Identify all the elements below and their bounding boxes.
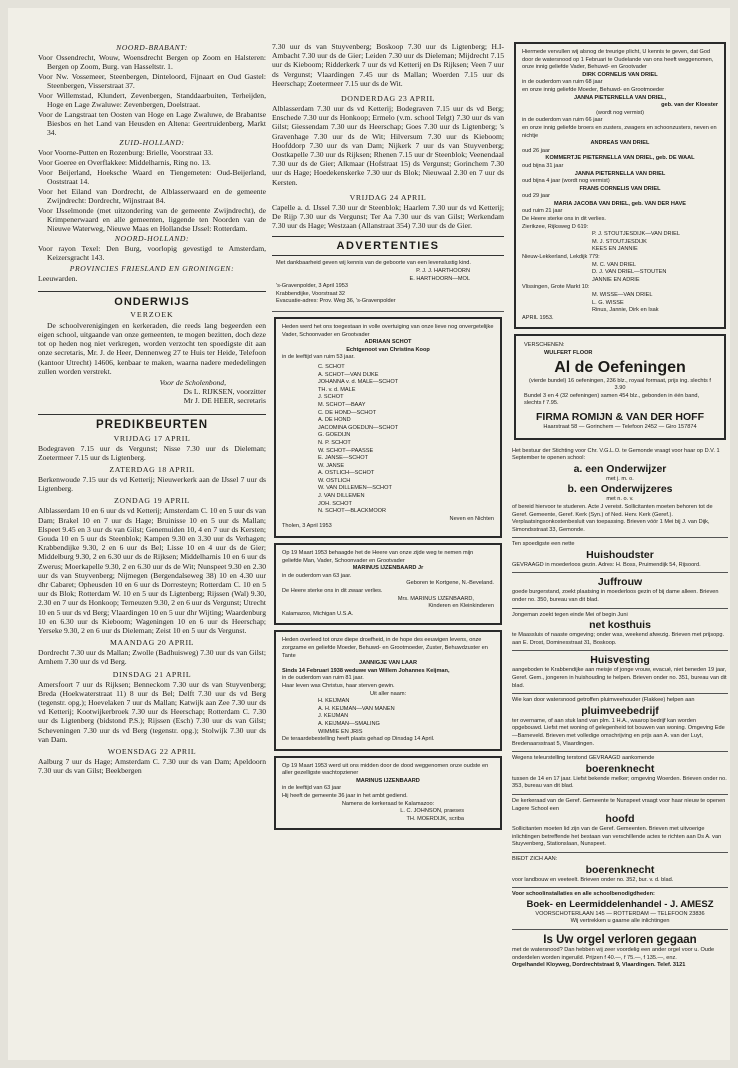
list-item: JACOMINA GOEDIJN—SCHOT: [318, 424, 399, 431]
kids-line: Kinderen en Kleinkinderen: [428, 603, 494, 610]
list-item: A. H. KEIJMAN—VAN MANEN: [318, 705, 395, 712]
birth-place: 's-Gravenpolder, 3 April 1953: [276, 283, 348, 290]
publisher-name: FIRMA ROMIJN & VAN DER HOFF: [536, 410, 704, 423]
deceased-name: FRANS CORNELIS VAN DRIEL: [579, 185, 661, 192]
list-item: J. VAN DILLEMEN: [318, 493, 365, 500]
day-heading: MAANDAG 20 APRIL: [109, 638, 195, 648]
notice-text: De Heere sterke ons in dit zwaar verlies.: [282, 588, 383, 595]
relatives-line: Neven en Nichten: [449, 515, 494, 522]
ad-head: Ten spoedigste een nette: [512, 541, 575, 548]
ad-text: met de watersnood? Dan hebben wij zeer voordelig een ander orgel voor u. Oude onderdelen worden ingeruild. Prijzen f 40.—, f 75.—, f 135.—, enz.: [512, 946, 715, 961]
book-title: Al de Oefeningen: [554, 358, 686, 376]
burial-line: De teraardebestelling heeft plaats gehad op Dinsdag 14 April.: [282, 736, 435, 743]
list-item: Voor Nw. Vossemeer, Steenbergen, Dinteloord, Fijnaart en Oud Gastel: Steenbergen, Visserstraat 37.: [38, 71, 266, 91]
teacher-vacancy: [512, 445, 728, 539]
signature-line: Mr J. DE HEER, secretaris: [183, 396, 266, 406]
list-item: L. G. WISSE: [592, 299, 624, 306]
book-edition: (vierde bundel) 16 oefeningen, 236 blz., royaal formaat, prijs ing. slechts f 3.90: [529, 377, 711, 392]
nee-line: geb. van der Kloester: [661, 102, 718, 109]
parent-name: E. HARTHOORN—MOL: [409, 275, 470, 282]
list-item: N. P. SCHOT: [318, 439, 351, 446]
notice-intro: Op 19 Maart 1953 werd uit ons midden door de dood weggenomen onze oudste en aller gezelligste wachtopziener: [282, 762, 489, 777]
list-item: C. SCHOT: [318, 363, 345, 370]
deceased-name: ADRIAAN SCHOT: [364, 339, 412, 346]
day-text: Alblasserdam 7.30 uur ds vd Ketterij; Bodegraven 7.15 uur ds vd Berg; Enschede 7.30 uur ds Honkoop; Ermelo (v.m. school Telgt) 7.30 uur ds van Gilst; Giessendam 7.30 uur ds Heerschap; Goes 7.30 uur ds Ligtenberg; 's Gravenhage 7.30 uur ds de Wit; Hilversum 7.30 uur ds Kieboom; Hoofddorp 7.30 uur ds van Dam; Nijkerk 7 uur ds van Stuyvenberg; Oostkapelle 7.30 uur ds Rijksen; Rhenen 7.15 uur dr Steenblok; Veenendaal 7.30 uur ds de Gier; Alkmaar (Hofstraat 15) ds Vergunst; Gorinchem 7.30 uur ds Hage; Hoedekenskerke 7.30 uur ds Blok; Nieuwaal 2.30 en 7 uur ds Kersten.: [272, 104, 504, 187]
section-title: ONDERWIJS: [38, 291, 266, 308]
deceased-name: JANNA PIETERNELLA VAN DRIEL: [574, 170, 666, 177]
list-item: Voor Beijerland, Hoeksche Waard en Tiengemeten: Oud-Beijerland, Ooststraat 14.: [38, 167, 266, 186]
column-left: [38, 42, 266, 775]
missing-line: (wordt nog vermist): [596, 109, 644, 116]
from-line: Uit aller naam:: [369, 690, 407, 697]
birth-text: Met dankbaarheid geven wij kennis van de geboorte van een levenslustig kind.: [276, 260, 471, 267]
classified-ad: [512, 651, 728, 694]
list-item: JOHANNA v. d. MALE—SCHOT: [318, 379, 399, 386]
deceased-name: ANDREAS VAN DRIEL: [590, 140, 650, 147]
ad-text: te Maassluis of naaste omgeving; onder was, weekend afwezig. Brieven met prijsopg. aan E. Drost, Dominesstraat 31, Boskoop.: [512, 632, 725, 646]
list-item: A. DE HOND: [318, 417, 351, 424]
place-line: Vlissingen, Grote Markt 10:: [522, 284, 590, 291]
list-item: D. J. VAN DRIEL—STOUTEN: [592, 269, 667, 276]
list-item: Voor Willemstad, Klundert, Zevenbergen, Standdaarbuiten, Terheijden, Hoge en Lage Zwaluwe: Zevenbergen, Doelstraat.: [38, 90, 266, 110]
age-line: in de ouderdom van 63 jaar.: [282, 572, 352, 579]
ad-head: BIEDT ZICH AAN:: [512, 855, 558, 862]
ad-title: Boek- en Leermiddelenhandel - J. AMESZ: [526, 898, 714, 910]
newspaper-page: [8, 8, 730, 1060]
day-heading: ZONDAG 19 APRIL: [114, 496, 190, 506]
notice-text: De Heere sterke ons in dit verlies.: [522, 216, 606, 223]
age-line: in de ouderdom van ruim 68 jaar: [522, 79, 603, 86]
age-line: oud bijna 4 jaar (wordt nog vermist): [522, 178, 610, 185]
list-item: M. C. VAN DRIEL: [592, 261, 637, 268]
article-body: [38, 321, 266, 376]
evacuation-address: Evacuatie-adres: Prov. Weg 36, 's-Gravenpolder: [276, 298, 396, 305]
birth-announcement: [272, 260, 504, 312]
classified-ad: [512, 853, 728, 888]
list-item: J. KEIJMAN: [318, 713, 349, 720]
place-line: Zierikzee, Rijksweg D 619:: [522, 223, 589, 230]
list-item: W. OSTLICH: [318, 477, 351, 484]
vacancy-intro: Het bestuur der Stichting voor Chr. V.G.L.O. te Gemonde vraagt voor haar op D.V. 1 September te openen school:: [512, 447, 720, 462]
list-item: Voor de Langstraat ten Oosten van Hoge en Lage Zwaluwe, de Brabantse Biesbos en het Land van Heusden en Altena: Geertruidenberg, Markt 34.: [38, 109, 266, 138]
list-item: Leeuwarden.: [38, 273, 78, 283]
vacancy-sub: met n. o. v.: [606, 496, 634, 503]
relatives-list: [522, 262, 718, 285]
signatory: L. C. JOHNSON, praeses: [400, 808, 464, 815]
ad-text: ter overname, of aan stuk land van plm. 1 H.A., waarop bedrijf kan worden opgebouwd. Liefst met woning of gelegenheid tot bouwen van woning. Omgeving Ede—Barneveld. Brieven met volledige omschrijving en prijs aan A. van der Luyt, Bredenaarsstraat 5, Vlaardingen.: [512, 717, 725, 747]
region-heading: NOORD-HOLLAND:: [114, 234, 190, 244]
day-text: 7.30 uur ds van Stuyvenberg; Boskoop 7.30 uur ds Ligtenberg; H.I-Ambacht 7.30 uur ds de Gier; Leiden 7.30 uur ds Dieleman; Mijdrecht 7.15 uur ds Kieboom; Ridderkerk 7 uur ds vd Ketterij en Ds Rijksen; Veen 7 uur ds Vergunst; Vlaardingen 7.45 uur ds Mallan; Woerden 7.15 uur ds Heerschap; Zoetermeer 7.15 uur ds de Wit.: [272, 42, 504, 88]
vacancy-text: of bereid hiervoor te studeren. Acte J vereist. Sollicitanten moeten behoren tot de Geref. Gemeente, Geref. Kerk (Syn.) of Ned. Herv. Kerk (Geref.). Verplaatsingsonkostenbesluit van toepassing. Brieven vóór 1 Mei bij J. van Dijk, Simondsstraat 33, Gemonde.: [512, 503, 713, 533]
day-text: Alblasserdam 10 en 6 uur ds vd Ketterij; Amsterdam C. 10 en 5 uur ds van Dam; Brakel 10 en 7 uur ds Hage; Bruinisse 10 en 5 uur ds Mallan; Elspeet 9.45 en 3 uur ds van Gilst; Genemuiden 10, 4 en 7 uur ds Kersten; Gouda 10 en 5 uur ds Steenblok; Kampen 9.30 en 3.30 uur ds Verhagen; Krabbendijke 9.30, 2 en 6 uur ds Bel; Lisse 10 en 4 uur ds de Gier; Middelburg 9.30, 2 en 6.30 uur ds de Rijksen; Middelharnis 10 en 6 uur ds Zwerus; Moerkapelle 9.30, 2 en 6.30 uur ds de Wit; Nunspeet 9.30 en 2.30 uur ds van Stuyvenberg; Nijmegen (Bergendalseweg 38) 10 en 4.30 uur dhr Cabaret; Opheusden 10 en 6 uur ds Dorresteyn; Rotterdam C. 10 en 5 uur ds Blok; Rotterdam W. 10 en 5 uur ds Ligtenberg; Rijssen (Wal) 9.30, 2.30 en 7 uur ds Honkoop; Terneuzen 9.30, 2 en 6 uur ds Vergunst; Utrecht 10 en 5 uur ds vd Berg; Vlaardingen 10 en 5 uur dhr Wijting; Waardenburg 10 en 6.30 uur ds Kieboom; Wageningen 10 en 6 uur ds Heerschap; Yerseke 9.30, 2 en 6 uur ds Dieleman; Zeist 10 en 5 uur ds Vergunst.: [38, 506, 266, 636]
ad-head: Wie kan door watersnood getroffen pluimveehouder (Flakkee) helpen aan: [512, 697, 695, 704]
widow-name: Mrs. MARINUS IJZENBAARD,: [397, 595, 474, 602]
ad-title: Huisvesting: [590, 654, 650, 667]
classified-ad: [512, 609, 728, 652]
region-heading: ZUID-HOLLAND:: [119, 138, 185, 148]
day-text: Amersfoort 7 uur ds Rijksen; Benneckom 7.30 uur ds van Stuyvenberg; Breda (Hoekwaterstraat 11) 8 uur ds Bel; Delft 7.30 uur ds vd Berg (tegenstr. opg.); Hoevelaken 7 uur ds Mallan; Katwijk aan Zee 7.30 uur ds vd Ketterij; Kootwijkerbroek 7.30 uur ds Heerschap; Rotterdam C. 7.30 uur ds Ligtenberg (bidstond P.S.); Rijssen (Esch) 7.30 uur ds van Gilst; Scheveningen 7.30 uur ds vd Berg (tegenstr. opg.); Stolwijk 7.30 uur ds van Dam.: [38, 679, 266, 744]
deceased-name: JANNIGJE VAN LAAR: [358, 660, 417, 667]
relatives-list: [282, 698, 494, 736]
list-item: Voor Voorne-Putten en Rozenburg: Brielle, Voorstraat 33.: [38, 148, 214, 158]
age-line: oud ruim 21 jaar: [522, 208, 563, 215]
relatives-list: [282, 364, 494, 516]
date-line: APRIL 1953.: [522, 314, 554, 321]
ad-text: voor landbouw en veeteelt. Brieven onder no. 352, bur. v. d. blad.: [512, 876, 674, 883]
parent-name: P. J. J. HARTHOORN: [416, 268, 470, 275]
day-heading: WOENSDAG 22 APRIL: [107, 747, 197, 757]
age-line: oud 29 jaar: [522, 193, 550, 200]
classified-ad: [512, 752, 728, 795]
ad-head: Wegens teleurstelling terstond GEVRAAGD aankomende: [512, 755, 655, 762]
deceased-name: MARINUS IJZENBAARD Jr: [352, 565, 424, 572]
signatory: TH. MOERDIJK, scriba: [406, 815, 464, 822]
region-list: [38, 53, 266, 137]
age-line: in de ouderdom van ruim 81 jaar.: [282, 675, 364, 682]
book-bundles: Bundel 3 en 4 (32 oefeningen) samen 454 blz., gebonden in één band, slechts f 7.95.: [524, 392, 700, 407]
relatives-list: [522, 231, 718, 254]
day-text: Bodegraven 7.15 uur ds Vergunst; Nisse 7.30 uur ds Dieleman; Zoetermeer 7.15 uur ds Ligtenberg.: [38, 443, 266, 462]
vacancy-title: a. een Onderwijzer: [573, 462, 667, 475]
day-text: Aalburg 7 uur ds Hage; Amsterdam C. 7.30 uur ds van Dam; Apeldoorn 7.30 uur ds van Gilst; Beekbergen: [38, 757, 266, 776]
list-item: G. GOEDIJN: [318, 432, 351, 439]
day-text: Berkenwoude 7.15 uur ds vd Ketterij; Nieuwerkerk aan de IJssel 7 uur ds Ligtenberg.: [38, 475, 266, 494]
list-item: Voor rayon Texel: Den Burg, voorlopig gevestigd te Amsterdam, Keizersgracht 143.: [38, 244, 266, 263]
list-item: J. SCHOT: [318, 394, 344, 401]
notice-place: Kalamazoo, Michigan U.S.A.: [282, 610, 354, 617]
day-text: Dordrecht 7.30 uur ds Mallan; Zwolle (Badhuisweg) 7.30 uur ds van Gilst; Arnhem 7.30 uur ds vd Berg.: [38, 648, 266, 667]
spouse-line: Sinds 14 Februari 1938 weduwe van Willem Johannes Keijman,: [282, 667, 450, 674]
deceased-name: DIRK CORNELIS VAN DRIEL: [582, 71, 658, 78]
age-line: in de leeftijd van ruim 53 jaar.: [282, 354, 355, 361]
deceased-name: JANNA PIETERNELLA VAN DRIEL,: [573, 94, 667, 101]
list-item: Voor het Eiland van Dordrecht, de Alblasserwaard en de gemeente Zwijndrecht: Dordrecht, Wijnstraat 84.: [38, 186, 266, 205]
ad-head: Jongeman zoekt tegen einde Mei of begin Juni: [512, 611, 628, 618]
list-item: P. J. STOUTJESDIJK—VAN DRIEL: [592, 231, 680, 238]
list-item: Rinus, Jannie, Dirk en Isak: [592, 307, 659, 314]
notice-text: Haar leven was Christus, haar sterven gewin.: [282, 682, 395, 689]
vacancy-sub: met j. m. o.: [606, 475, 634, 482]
ad-address: VOORSCHOTERLAAN 145 — ROTTERDAM — TELEFOON 23836: [535, 910, 705, 917]
list-item: A. KEIJMAN—SMALING: [318, 720, 380, 727]
region-list: [38, 148, 266, 233]
death-notice-van-driel: [514, 42, 726, 329]
ad-head: Voor schoolinstallaties en alle schoolbenodigdheden:: [512, 891, 655, 898]
list-item: KEES EN JANNIE: [592, 246, 638, 253]
ad-title: Is Uw orgel verloren gegaan: [543, 933, 697, 946]
list-item: C. DE HOND—SCHOT: [318, 409, 377, 416]
list-item: A. OSTLICH—SCHOT: [318, 470, 375, 477]
death-notice-schot: [274, 317, 502, 538]
age-line: in de ouderdom van ruim 66 jaar: [522, 117, 603, 124]
ad-title: boerenknecht: [585, 762, 655, 775]
death-notice-ijzenbaard: [274, 543, 502, 625]
ad-title: Huishoudster: [586, 548, 654, 561]
list-item: E. JANSE—SCHOT: [318, 455, 369, 462]
article-text: De schoolverenigingen en kerkeraden, die reeds lang begeerden een eigen school, uitgaande van onze gemeenten, te mogen bezitten, doch deze tot op heden nog niet verkregen, worden verzocht ten spoedigste dit aan onze secretaris, Mr. J. de Heer, Dennenweg 27 te Huis ter Heide, Telefoon (kantoor Utrecht) 14606, kenbaar te maken, waarna nadere mededelingen zullen worden verstrekt.: [38, 320, 266, 376]
amesz-advert: [512, 888, 728, 930]
notice-intro: Op 19 Maart 1953 behaagde het de Heere van onze zijde weg te nemen mijn geliefde Man, Vader, Schoonvader en Grootvader: [282, 550, 474, 564]
advertisements-title: ADVERTENTIES: [272, 236, 504, 256]
list-item: W. SCHOT—PAASSE: [318, 447, 374, 454]
section-title: PREDIKBEURTEN: [38, 414, 266, 431]
notice-text: en onze innig geliefde Moeder, Behuwd- en Grootmoeder: [522, 86, 665, 93]
notice-intro: Heden werd het ons toegestaan in volle overtuiging van onze lieve nog onvergetelijke Vader, Schoonvader en Grootvader: [282, 324, 494, 338]
list-item: JOH. SCHOT: [318, 500, 352, 507]
column-middle: [272, 42, 504, 835]
column-right: [512, 42, 728, 973]
region-heading: PROVINCIES FRIESLAND EN GRONINGEN:: [69, 263, 235, 273]
spouse-line: Echtgenoot van Christina Koop: [346, 346, 430, 353]
ad-text: aangeboden te Krabbendijke aan meisje of jonge vrouw, evacué, niet beneden 19 jaar, Geref. Gem., jongeren in huishouding te helpen. Brieven onder no. 351, bureau van dit blad.: [512, 667, 727, 689]
ad-title: pluimveebedrijf: [581, 704, 659, 717]
ad-text: Wij vertrekken u gaarne alle inlichtingen: [570, 918, 670, 925]
notice-place: Tholen, 3 April 1953: [282, 523, 332, 530]
list-item: H. KEIJMAN: [318, 698, 350, 705]
day-heading: ZATERDAG 18 APRIL: [109, 465, 195, 474]
organ-advert: [512, 930, 728, 973]
ad-text: GEVRAAGD in moederloos gezin. Adres: H. Boss, Pruimendijk 54, Rijsoord.: [512, 561, 701, 568]
death-notice-van-laar: [274, 630, 502, 750]
list-item: WIMMIE EN JRIS: [318, 728, 363, 735]
region-heading: NOORD-BRABANT:: [116, 43, 188, 52]
age-line: oud bijna 31 jaar: [522, 162, 564, 169]
region-list: [38, 274, 266, 283]
list-item: TH. v. d. MALE: [318, 386, 356, 393]
from-line: Namens de kerkeraad te Kalamazoo:: [341, 800, 435, 807]
deceased-name: MARINUS IJZENBAARD: [356, 777, 420, 784]
classified-ad: [512, 694, 728, 752]
section-subtitle: VERZOEK: [130, 309, 174, 319]
region-list: [38, 244, 266, 262]
day-heading: DONDERDAG 23 APRIL: [341, 94, 435, 104]
list-item: W. VAN DILLEMEN—SCHOT: [318, 485, 392, 492]
birth-address: Krabbendijke, Voorstraat 32: [276, 290, 346, 297]
vacancy-title: b. een Onderwijzeres: [567, 483, 673, 496]
list-item: W. JANSE: [318, 462, 345, 469]
notice-intro: Hiermede vervullen wij alsnog de treurige plicht, U kennis te geven, dat God door de watersnood op 1 Februari te Oudelande van ons heeft weggenomen, onze innig geliefde Vader, Behuwd- en Grootvader: [522, 49, 714, 71]
ad-text: goede burgerstand, zoekt plaatsing in moederloos gezin of bij dame alleen. Brieven onder no. 350, bureau van dit blad.: [512, 589, 719, 604]
death-notice-church: [274, 756, 502, 831]
ad-title: Juffrouw: [597, 576, 643, 589]
list-item: N. SCHOT—BLACKMOOR: [318, 508, 387, 515]
ad-title: boerenknecht: [585, 863, 655, 876]
ad-title: net kosthuis: [589, 619, 651, 632]
day-text: Capelle a. d. IJssel 7.30 uur dr Steenblok; Haarlem 7.30 uur ds vd Ketterij; De Rijp 7.30 uur ds Vergunst; Ter Aa 7.30 uur ds van Gilst; Werkendam 7.30 uur ds Hage; Westzaan (Allanstraat 354) 7.30 uur ds de Gier.: [272, 202, 504, 231]
ad-head: De kerkeraad van de Geref. Gemeente te Nunspeet vraagt voor haar nieuw te openen Lagere School een: [512, 797, 726, 812]
book-advert: [514, 334, 726, 439]
signature-line: Voor de Scholenbond,: [159, 377, 226, 387]
age-line: oud 26 jaar: [522, 147, 550, 154]
author-name: WULFERT FLOOR: [544, 349, 593, 356]
ad-address: Orgelhandel Kloyweg, Dordrechtstraat 9, Vlaardingen. Telef. 3121: [512, 962, 686, 969]
day-heading: VRIJDAG 17 APRIL: [113, 433, 191, 443]
deceased-name: MARIA JACOBA VAN DRIEL, geb. VAN DER HAVE: [554, 200, 686, 207]
list-item: M. J. STOUTJESDIJK: [592, 238, 647, 245]
classified-ad: [512, 795, 728, 853]
list-item: Voor IJsselmonde (met uitzondering van de gemeente Zwijndrecht), de Krimpenerwaard en alle gemeenten, liggende ten Noorden van de Nieuwe Waterweg, Nieuwe Maas en Hollandse IJssel: Rotterdam.: [38, 205, 266, 233]
place-line: Nieuw-Lekkerland, Lekdijk 779:: [522, 254, 600, 261]
ad-text: tussen de 14 en 17 jaar. Liefst bekende melker; omgeving Woerden. Brieven onder no. 353, bureau van dit blad.: [512, 775, 727, 790]
notice-text: Hij heeft de gemeente 36 jaar in het ambt gediend.: [282, 793, 408, 800]
published-label: VERSCHENEN:: [524, 342, 565, 349]
classified-ad: [512, 573, 728, 608]
relatives-list: [522, 292, 718, 315]
list-item: JANNIE EN ADRIE: [592, 276, 640, 283]
list-item: Voor Goeree en Overflakkee: Middelharnis, Ring no. 13.: [38, 158, 211, 168]
ad-title: hoofd: [605, 813, 635, 826]
list-item: A. SCHOT—VAN DIJKE: [318, 371, 379, 378]
list-item: Voor Ossendrecht, Wouw, Woensdrecht Bergen op Zoom en Halsteren: Bergen op Zoom, Burg. van Hasseltstr. 1.: [38, 53, 266, 72]
list-item: M. SCHOT—BAAY: [318, 401, 366, 408]
ad-text: Sollicitanten moeten lid zijn van de Geref. Gemeenten. Brieven met uitvoerige inlichtingen betreffende het bestaan van verschillende actes te richten aan Ds A. van Stuyvenberg, Stationslaan, Nunspeet.: [512, 826, 722, 848]
born-line: Geboren te Kortgene, N.-Beveland.: [406, 580, 494, 587]
deceased-name: KOMMERTJE PIETERNELLA VAN DRIEL, geb. DE WAAL: [545, 155, 695, 162]
signature-line: Ds L. RIJKSEN, voorzitter: [183, 387, 266, 397]
classified-ad: [512, 538, 728, 573]
notice-intro: Heden overleed tot onze diepe droefheid, in de hope des eeuwigen levens, onze zorgzame en geliefde Moeder, Behuwd- en Grootmoeder, Zuster, Behuwdzuster en Tante: [282, 637, 488, 659]
list-item: M. WISSE—VAN DRIEL: [592, 292, 653, 298]
publisher-address: Haarstraat 58 — Gorinchem — Telefoon 2452 — Giro 157874: [543, 423, 697, 430]
age-line: in de leeftijd van 63 jaar: [282, 785, 342, 792]
notice-text: en onze innig geliefde broers en zusters, zwagers en schoonzusters, neven en nichtje: [522, 124, 717, 139]
day-heading: VRIJDAG 24 APRIL: [349, 192, 427, 202]
day-heading: DINSDAG 21 APRIL: [112, 669, 192, 679]
